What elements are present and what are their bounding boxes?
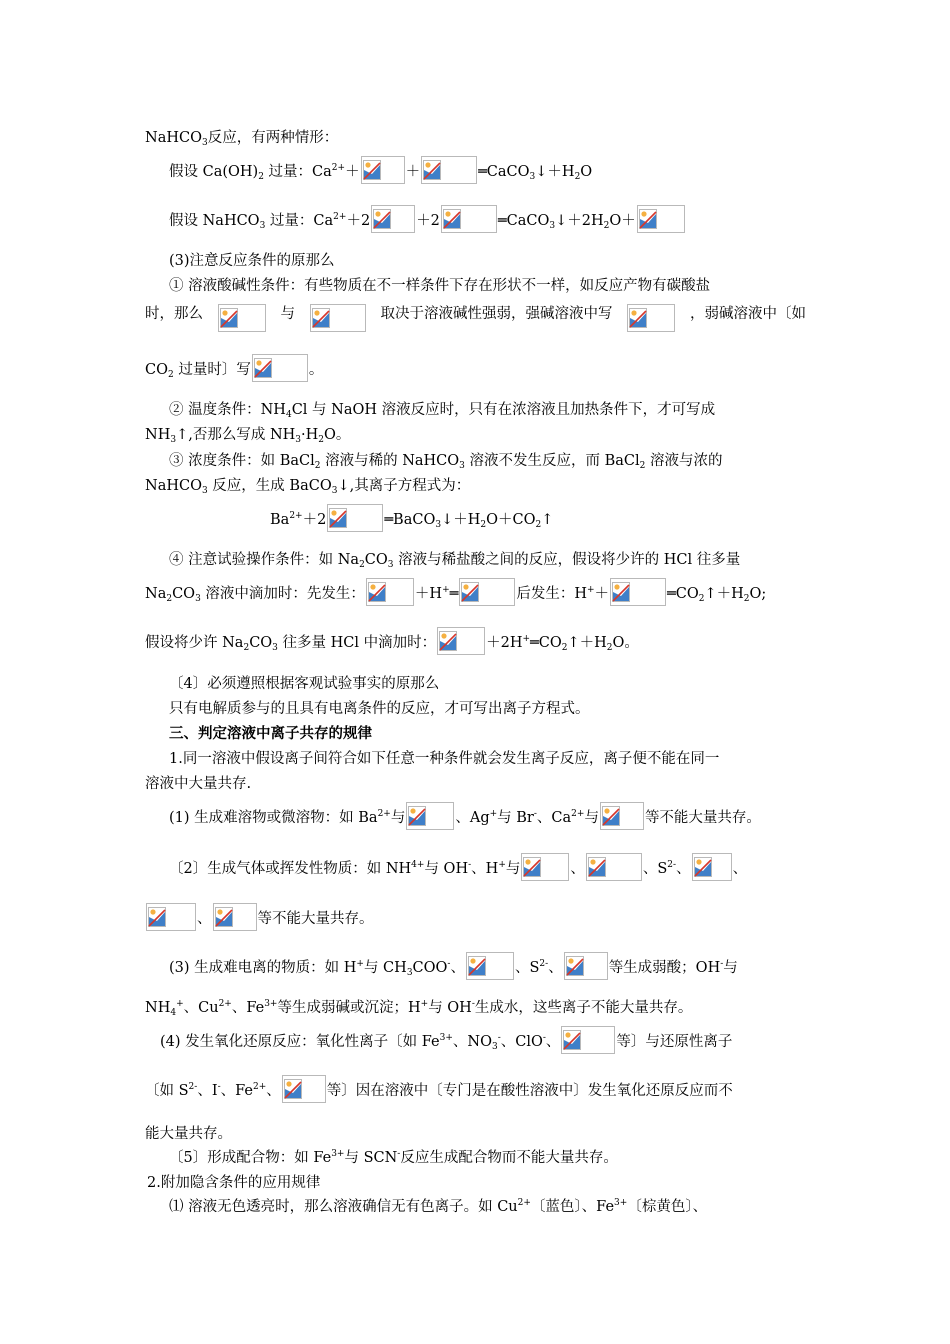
broken-image-icon [610,578,666,606]
text-line: ② 温度条件：$NH_4Cl$ 与 NaOH 溶液反应时，只有在浓溶液且加热条件下，才可写成 [169,402,716,420]
broken-image-icon [461,582,479,602]
text-line: NaHCO$_3$ 反应，生成 BaCO$_3$↓,其离子方程式为： [145,478,471,496]
text-line: 时，那么 与 取决于溶液碱性强弱，强碱溶液中写 ，弱碱溶液中〔如 [145,304,806,332]
broken-image-icon [600,802,644,830]
broken-image-icon [586,853,642,881]
text-line: 〔2〕生成气体或挥发性物质：如 $NH^{4+}$与 OH-、H+与 、 、$S^{2-}$、 、 [169,853,747,881]
broken-image-icon [213,903,257,931]
text-line: (4) 发生氧化还原反应：氧化性离子〔如 $Fe^{3+}$、$NO_3^-$、ClO-、 等〕与还原性离子 [160,1026,732,1054]
broken-image-icon [437,627,485,655]
broken-image-icon [612,582,630,602]
broken-image-icon [566,956,584,976]
broken-image-icon [371,205,415,233]
equation-line: 假设 $Ca(OH)_2$ 过量：$Ca^{2+}+$ ＋ $═CaCO_3↓+H_2O$ [169,156,592,184]
broken-image-icon [254,358,272,378]
text-line: 假设将少许 $Na_2CO_3$ 往多量 HCl 中滴加时： $+2H^+═CO_2↑+H_2O$。 [145,627,639,655]
equation-line: 假设 NaHCO$_3$ 过量：$Ca^{2+}+2$ ＋2 $═CaCO_3↓+2H_2O+$ [169,205,686,233]
broken-image-icon [439,631,457,651]
broken-image-icon [441,205,497,233]
text-line: ⑴ 溶液无色透亮时，那么溶液确信无有色离子。如 $Cu^{2+}$〔蓝色〕、$Fe^{3+}$〔棕黄色〕、 [169,1198,708,1215]
text-line: (1) 生成难溶物或微溶物：如 $Ba^{2+}$与 、Ag+与 Br-、$Ca^{2+}$与 等不能大量共存。 [169,802,761,830]
text-line: $NH_4^+$、$Cu^{2+}$、$Fe^{3+}$等生成弱碱或沉淀；H+与 OH-生成水，这些离子不能大量共存。 [145,999,693,1018]
text-line: 〔如 $S^{2-}$、I-、$Fe^{2+}$、 等〕因在溶液中〔专门是在酸性溶液中〕发生氧化还原反应而不 [145,1075,733,1103]
text-line: NaHCO$_3$反应，有两种情形： [145,130,339,148]
broken-image-icon [252,354,308,382]
broken-image-icon [563,1030,581,1050]
broken-image-icon [220,308,238,328]
broken-image-icon [373,209,391,229]
text-line: ① 溶液酸碱性条件：有些物质在不一样条件下存在形状不一样，如反应产物有碳酸盐 [169,278,711,294]
broken-image-icon [523,857,541,877]
broken-image-icon [443,209,461,229]
broken-image-icon [329,508,347,528]
broken-image-icon [368,582,386,602]
broken-image-icon [421,156,477,184]
broken-image-icon [366,578,414,606]
broken-image-icon [627,304,675,332]
text-line: 能大量共存。 [145,1126,232,1142]
text-line: 1.同一溶液中假设离子间符合如下任意一种条件就会发生离子反应，离子便不能在同一 [169,751,720,767]
text-line: (3)注意反应条件的原那么 [169,253,335,269]
broken-image-icon [561,1026,615,1054]
broken-image-icon [408,806,426,826]
text-line: 2.附加隐含条件的应用规律 [147,1175,321,1191]
broken-image-icon [361,156,405,184]
text-line: (3) 生成难电离的物质：如 H+与 $CH_3COO^-$、 、$S^{2-}$、 等生成弱酸；OH-与 [169,952,738,980]
text-line: ④ 注意试验操作条件：如 $Na_2CO_3$ 溶液与稀盐酸之间的反应，假设将少许的 HCl 往多量 [169,552,741,570]
broken-image-icon [629,308,647,328]
text-line: ③ 浓度条件：如 BaCl$_2$ 溶液与稀的 NaHCO$_3$ 溶液不发生反应，而 BaCl$_2$ 溶液与浓的 [169,453,723,471]
text-line: 只有电解质参与的且具有电离条件的反应，才可写出离子方程式。 [169,701,590,717]
broken-image-icon [284,1079,302,1099]
broken-image-icon [148,907,166,927]
equation-line: $Ba^{2+}+2$ $═BaCO_3↓+H_2O+CO_2↑$ [270,504,553,532]
broken-image-icon [406,802,454,830]
broken-image-icon [692,853,732,881]
text-line: 〔5〕形成配合物：如 $Fe^{3+}$与 SCN-反应生成配合物而不能大量共存。 [169,1149,618,1166]
broken-image-icon [459,578,515,606]
broken-image-icon [521,853,569,881]
broken-image-icon [310,304,366,332]
broken-image-icon [602,806,620,826]
text-line: 、 等不能大量共存。 [145,903,374,931]
broken-image-icon [215,907,233,927]
broken-image-icon [564,952,608,980]
text-line: 〔4〕必须遵照根据客观试验事实的原那么 [169,676,440,692]
broken-image-icon [637,205,685,233]
broken-image-icon [588,857,606,877]
text-line: $Na_2CO_3$ 溶液中滴加时：先发生： ＋H+═ 后发生：H+＋ $═CO_2↑+H_2O$; [145,578,766,606]
broken-image-icon [146,903,196,931]
broken-image-icon [363,160,381,180]
broken-image-icon [468,956,486,976]
broken-image-icon [327,504,383,532]
text-line: $CO_2$ 过量时〕写 。 [145,354,323,382]
section-heading: 三、判定溶液中离子共存的规律 [169,726,372,742]
broken-image-icon [312,308,330,328]
text-line: $NH_3↑$,否那么写成 $NH_3\cdot H_2O$。 [145,427,351,445]
broken-image-icon [639,209,657,229]
broken-image-icon [466,952,514,980]
broken-image-icon [282,1075,326,1103]
broken-image-icon [218,304,266,332]
broken-image-icon [423,160,441,180]
text-line: 溶液中大量共存. [145,776,252,792]
broken-image-icon [694,857,712,877]
